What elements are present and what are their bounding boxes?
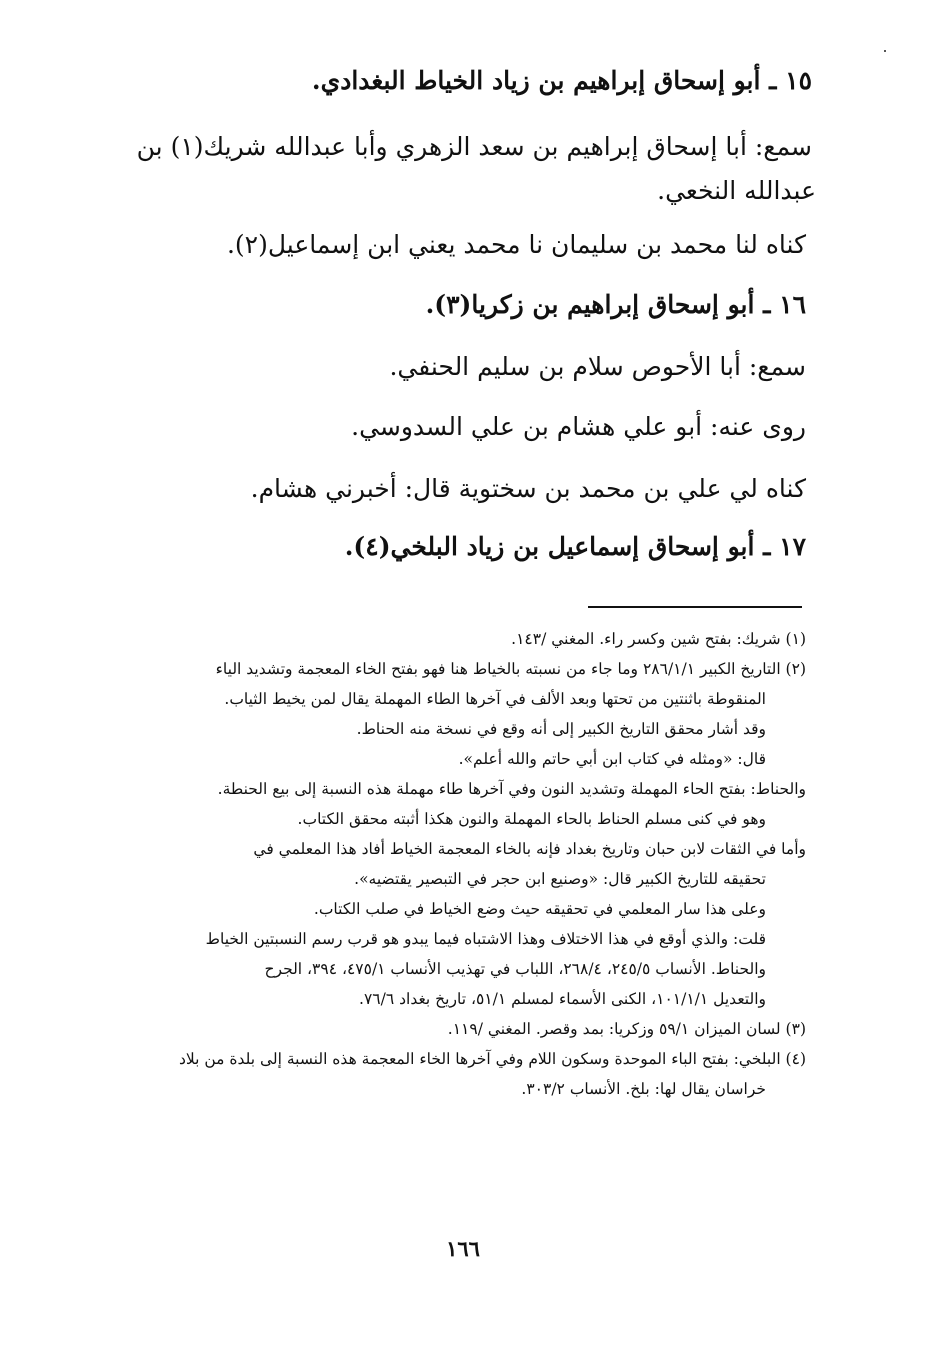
footnote-line: تحقيقه للتاريخ الكبير قال: «وصنيع ابن حجر في التبصير يقتضيه».	[354, 870, 766, 888]
footnote-line: وهو في كنى مسلم الحناط بالحاء المهملة والنون هكذا أثبته محقق الكتاب.	[297, 810, 766, 828]
main-text	[96, 66, 816, 592]
footnote-line: قلت: والذي أوقع في هذا الاختلاف وهذا الاشتباه فيما يبدو هو قرب رسم النسبتين الخياط	[205, 930, 766, 948]
entry-line: روى عنه: أبو علي هشام بن علي السدوسي.	[351, 412, 806, 441]
footnote-line: قال: «ومثله في كتاب ابن أبي حاتم والله أعلم».	[458, 750, 766, 768]
footnote-line: وقد أشار محقق التاريخ الكبير إلى أنه وقع في نسخة منه الحناط.	[356, 720, 766, 738]
footnote-4: (٤) البلخي: بفتح الباء الموحدة وسكون اللام وفي آخرها الخاء المعجمة هذه النسبة إلى بلدة من بلاد	[178, 1050, 806, 1068]
footnote-3: (٣) لسان الميزان ٥٩/١ وزكريا: بمد وقصر. المغني /١١٩.	[447, 1020, 806, 1038]
footnote-1: (١) شريك: بفتح شين وكسر راء. المغني /١٤٣.	[511, 630, 806, 648]
footnote-line: المنقوطة باثنتين من تحتها وبعد الألف في آخرها الطاء المهملة يقال لمن يخيط الثياب.	[224, 690, 766, 708]
entry-heading-17: ١٧ ـ أبو إسحاق إسماعيل بن زياد البلخي(٤).	[344, 532, 806, 561]
entry-heading-15: ١٥ ـ أبو إسحاق إبراهيم بن زياد الخياط البغدادي.	[311, 66, 812, 95]
footnote-2: (٢) التاريخ الكبير ٢٨٦/١/١ وما جاء من نسبته بالخياط هنا فهو بفتح الخاء المعجمة وتشديد الياء	[215, 660, 806, 678]
footnotes	[86, 624, 806, 1104]
footnote-line: والحناط. الأنساب ٢٤٥/٥، ٢٦٨/٤، اللباب في تهذيب الأنساب ٤٧٥/١، ٣٩٤، الجرح	[264, 960, 766, 978]
entry-line: كناه لنا محمد بن سليمان نا محمد يعني ابن إسماعيل(٢).	[226, 230, 806, 259]
footnote-line: والتعديل ١٠١/١/١، الكنى الأسماء لمسلم ٥١/١، تاريخ بغداد ٧٦/٦.	[359, 990, 766, 1008]
entry-line: كناه لي علي بن محمد بن سختوية قال: أخبرني هشام.	[250, 474, 806, 503]
footnote-line: والحناط: بفتح الحاء المهملة وتشديد النون وفي آخرها طاء مهملة هذه النسبة إلى بيع الحنطة.	[217, 780, 806, 798]
entry-line: عبدالله النخعي.	[657, 176, 816, 205]
footnote-line: وعلى هذا سار المعلمي في تحقيقه حيث وضع الخياط في صلب الكتاب.	[313, 900, 766, 918]
page-number: ١٦٦	[446, 1236, 480, 1261]
footnote-separator	[588, 606, 802, 608]
footnote-line: خراسان يقال لها: بلخ. الأنساب ٣٠٣/٢.	[521, 1080, 766, 1098]
footnote-line: وأما في الثقات لابن حبان وتاريخ بغداد فإنه بالخاء المعجمة الخياط أفاد هذا المعلمي في	[253, 840, 806, 858]
scan-speck	[884, 50, 886, 52]
entry-line: سمع: أبا الأحوص سلام بن سليم الحنفي.	[389, 352, 806, 381]
entry-heading-16: ١٦ ـ أبو إسحاق إبراهيم بن زكريا(٣).	[425, 290, 806, 319]
entry-line: سمع: أبا إسحاق إبراهيم بن سعد الزهري وأبا عبدالله شريك(١) بن	[136, 132, 812, 161]
